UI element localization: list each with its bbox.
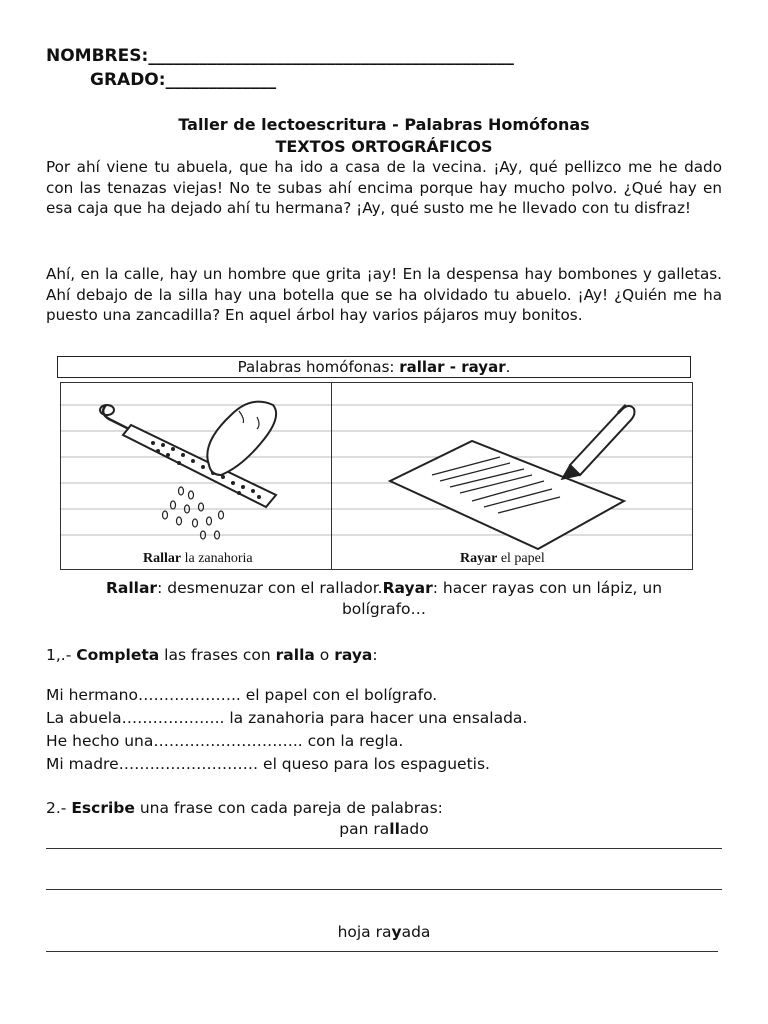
def-text-1: : desmenuzar con el rallador.: [157, 579, 383, 597]
exercise-2-number: 2.-: [46, 799, 72, 817]
nombres-field: [46, 46, 514, 66]
pair-2-c: ada: [401, 923, 431, 941]
sentence-4[interactable]: Mi madre……………………… el queso para los espaguetis.: [46, 755, 490, 773]
exercise-2-rest: una frase con cada pareja de palabras:: [134, 799, 443, 817]
paper-caption-bold: Rayar: [460, 551, 498, 566]
def-text-2: : hacer rayas con un lápiz, un: [432, 579, 663, 597]
exercise-1-mid: las frases con: [159, 646, 276, 664]
worksheet-title: Taller de lectoescritura - Palabras Homófonas: [178, 115, 590, 134]
answer-line-1[interactable]: [46, 848, 722, 849]
paragraph-2: Ahí, en la calle, hay un hombre que grita ¡ay! En la despensa hay bombones y galletas. Ahí debajo de la silla hay una botella que se ha olvidado tu abuelo. ¡Ay! ¿Quién me ha puesto una zancadilla? En aquel árbol hay varios pájaros muy bonitos.: [46, 265, 722, 324]
sentence-3[interactable]: He hecho una……………………….. con la regla.: [46, 732, 404, 750]
paper-caption-rest: el papel: [497, 551, 545, 566]
grado-field: [90, 70, 276, 90]
grado-blank: _____________: [165, 70, 277, 90]
definition-line-2: bolígrafo…: [341, 600, 427, 618]
exercise-2-verb: Escribe: [71, 799, 135, 817]
nombres-blank: ___________________________________________: [148, 46, 514, 66]
homophones-box: [57, 356, 691, 378]
grado-label: GRADO:: [90, 70, 166, 90]
exercise-1-number: 1,.-: [46, 646, 77, 664]
exercise-2-instruction: [46, 799, 443, 817]
pair-1-b: ll: [389, 820, 400, 838]
paper-drawing: [332, 383, 693, 570]
answer-line-2[interactable]: [46, 889, 722, 890]
answer-line-3[interactable]: [46, 951, 718, 952]
word-pair-1: [0, 820, 768, 838]
paragraph-1: Por ahí viene tu abuela, que ha ido a casa de la vecina. ¡Ay, qué pellizco me he dado con las tenazas viejas! No te subas ahí encima porque hay mucho polvo. ¿Qué hay en esa caja que ha dejado ahí tu hermana? ¡Ay, qué susto me he llevado con tu disfraz!: [46, 158, 722, 217]
pair-1-a: pan ra: [339, 820, 390, 838]
exercise-1-or: o: [314, 646, 335, 664]
grater-caption-rest: la zanahoria: [181, 551, 253, 566]
box-prefix: Palabras homófonas:: [237, 358, 400, 376]
exercise-1-end: :: [372, 646, 378, 664]
word-pair-2: [0, 923, 768, 941]
paper-caption: [460, 551, 545, 567]
sentence-1[interactable]: Mi hermano……………….. el papel con el bolígrafo.: [46, 686, 438, 704]
grater-caption: [143, 551, 253, 567]
pair-2-a: hoja ra: [337, 923, 392, 941]
box-suffix: .: [505, 358, 511, 376]
def-word-2: Rayar: [382, 579, 433, 597]
exercise-1-verb: Completa: [76, 646, 160, 664]
exercise-1-instruction: [46, 646, 378, 664]
definition-line-1: [0, 579, 768, 597]
pair-2-b: y: [391, 923, 402, 941]
def-word-1: Rallar: [105, 579, 158, 597]
nombres-label: NOMBRES:: [46, 46, 149, 66]
worksheet-subtitle: TEXTOS ORTOGRÁFICOS: [275, 137, 493, 156]
paper-illustration: [331, 382, 693, 570]
box-words: rallar - rayar: [399, 358, 506, 376]
exercise-1-word-1: ralla: [275, 646, 315, 664]
grater-illustration: [60, 382, 332, 570]
pair-1-c: ado: [399, 820, 429, 838]
grater-caption-bold: Rallar: [143, 551, 182, 566]
sentence-2[interactable]: La abuela……………….. la zanahoria para hacer una ensalada.: [46, 709, 528, 727]
exercise-1-word-2: raya: [334, 646, 373, 664]
grater-drawing: [61, 383, 332, 570]
